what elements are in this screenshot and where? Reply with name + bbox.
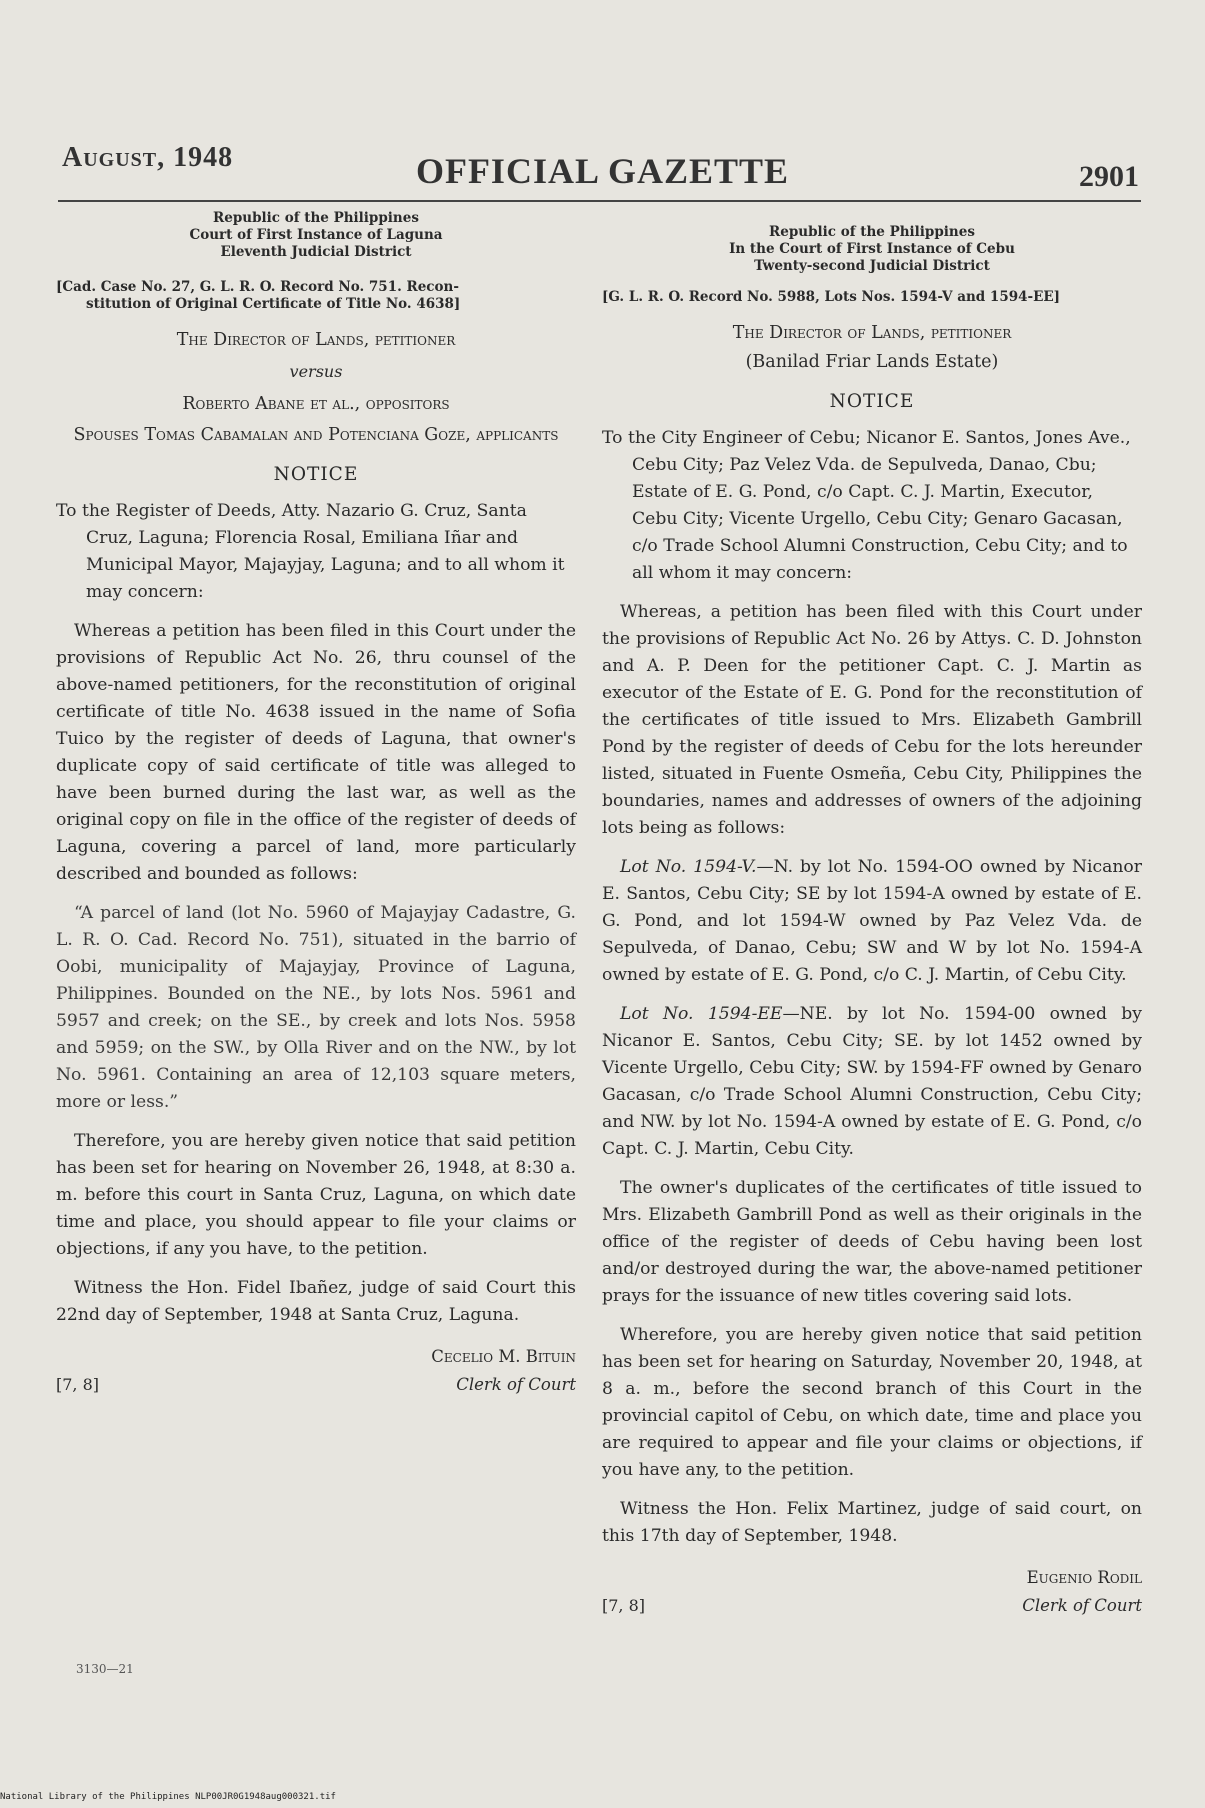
- hearing-paragraph: Therefore, you are hereby given notice that said petition has been set for hearing on November 26, 1948, at 8:30 a. m. before this court in Santa Cruz, Laguna, on which date time and place, you should appear to file your claims or objections, if any you have, to the petition.: [56, 1131, 576, 1259]
- lot-1594-v: Lot No. 1594-V.—N. by lot No. 1594-OO owned by Nicanor E. Santos, Cebu City; SE by lot 1594-A owned by estate of E. G. Pond, and lot 1594-W owned by Paz Velez Vda. de Sepulveda, of Danao, Cebu; SW and W by lot No. 1594-A owned by estate of E. G. Pond, c/o C. J. Martin, of Cebu City.: [602, 857, 1142, 985]
- hearing-paragraph: Wherefore, you are hereby given notice that said petition has been set for hearing on Saturday, November 20, 1948, at 8 a. m., before the second branch of this Court in the provincial capitol of Cebu, on which date, time and place you are required to appear and file your claims or objections, if you have any, to the petition.: [602, 1325, 1142, 1480]
- addressees: To the City Engineer of Cebu; Nicanor E. Santos, Jones Ave., Cebu City; Paz Velez Vda. de Sepulveda, Danao, Cbu; Estate of E. G. Pond, c/o Capt. C. J. Martin, Executor, Cebu City; Vicente Urgello, Cebu City; Genaro Gacasan, c/o Trade School Alumni Construction, Cebu City; and to all whom it may concern:: [602, 428, 1131, 583]
- notice-heading: NOTICE: [829, 391, 915, 412]
- signatory-name: Cecelio M. Bituin: [431, 1347, 576, 1366]
- addressees: To the Register of Deeds, Atty. Nazario G. Cruz, Santa Cruz, Laguna; Florencia Rosal, Emiliana Iñar and Municipal Mayor, Majayjay, Laguna; and to all whom it may concern:: [56, 501, 565, 602]
- witness-paragraph: Witness the Hon. Fidel Ibañez, judge of said Court this 22nd day of September, 1948 at Santa Cruz, Laguna.: [56, 1278, 576, 1325]
- court-caption: Republic of the Philippines In the Court of First Instance of Cebu Twenty-second Judicial District: [729, 224, 1015, 274]
- signatory-title: Clerk of Court: [456, 1375, 576, 1394]
- header-rule: [58, 200, 1141, 202]
- scan-footer: National Library of the Philippines NLP00JR0G1948aug000321.tif: [0, 1792, 336, 1802]
- right-notice: [602, 210, 1142, 1620]
- whereas-paragraph: Whereas a petition has been filed in this Court under the provisions of Republic Act No. 26, thru counsel of the above-named petitioners, for the reconstitution of original certificate of title No. 4638 issued in the name of Sofia Tuico by the register of deeds of Laguna, that owner's duplicate copy of said certificate of title was alleged to have been burned during the last war, as well as the original copy on file in the office of the register of deeds of Laguna, covering a parcel of land, more particularly described and bounded as follows:: [56, 621, 576, 884]
- page-number: 2901: [1079, 160, 1139, 193]
- oppositors: Roberto Abane et al., oppositors: [182, 394, 450, 414]
- applicants: Spouses Tomas Cabamalan and Potenciana Goze, applicants: [73, 425, 559, 445]
- versus: versus: [289, 362, 343, 381]
- case-reference: [Cad. Case No. 27, G. L. R. O. Record No. 751. Recon- stitution of Original Certificate of Title No. 4638]: [56, 279, 461, 312]
- issue-code: [7, 8]: [602, 1596, 646, 1615]
- lost-titles-paragraph: The owner's duplicates of the certificates of title issued to Mrs. Elizabeth Gambrill Pond as well as their originals in the office of the register of deeds of Cebu having been lost and/or destroyed during the war, the above-named petitioner prays for the issuance of new titles covering said lots.: [602, 1178, 1142, 1306]
- witness-paragraph: Witness the Hon. Felix Martinez, judge of said court, on this 17th day of September, 1948.: [602, 1499, 1142, 1546]
- issue-date: August, 1948: [62, 142, 234, 173]
- estate-name: (Banilad Friar Lands Estate): [745, 352, 999, 372]
- signatory-name: Eugenio Rodil: [1026, 1568, 1142, 1587]
- publication-title: OFFICIAL GAZETTE: [415, 151, 790, 191]
- signatory-title: Clerk of Court: [1022, 1596, 1142, 1615]
- court-caption: Republic of the Philippines Court of First Instance of Laguna Eleventh Judicial District: [189, 210, 443, 260]
- print-code: 3130—21: [76, 1662, 134, 1676]
- signature-block: [56, 1343, 576, 1399]
- petitioner: The Director of Lands, petitioner: [732, 323, 1012, 343]
- case-reference: [G. L. R. O. Record No. 5988, Lots Nos. 1594-V and 1594-EE]: [602, 289, 1061, 305]
- notice-heading: NOTICE: [273, 464, 359, 485]
- whereas-paragraph: Whereas, a petition has been filed with this Court under the provisions of Republic Act No. 26 by Attys. C. D. Johnston and A. P. Deen for the petitioner Capt. C. J. Martin as executor of the Estate of E. G. Pond for the reconstitution of the certificates of title issued to Mrs. Elizabeth Gambrill Pond by the register of deeds of Cebu for the lots hereunder listed, situated in Fuente Osmeña, Cebu City, Philippines the boundaries, names and addresses of owners of the adjoining lots being as follows:: [602, 602, 1142, 838]
- left-notice: [56, 210, 576, 1399]
- lot-1594-ee: Lot No. 1594-EE—NE. by lot No. 1594-00 owned by Nicanor E. Santos, Cebu City; SE. by lot 1452 owned by Vicente Urgello, Cebu City; SW. by 1594-FF owned by Genaro Gacasan, c/o Trade School Alumni Construction, Cebu City; and NW. by lot No. 1594-A owned by estate of E. G. Pond, c/o Capt. C. J. Martin, Cebu City.: [602, 1004, 1142, 1159]
- issue-code: [7, 8]: [56, 1375, 100, 1394]
- petitioner: The Director of Lands, petitioner: [176, 330, 456, 350]
- land-description: “A parcel of land (lot No. 5960 of Majayjay Cadastre, G. L. R. O. Cad. Record No. 751), situated in the barrio of Oobi, municipality of Majayjay, Province of Laguna, Philippines. Bounded on the NE., by lots Nos. 5961 and 5957 and creek; on the SE., by creek and lots Nos. 5958 and 5959; on the SW., by Olla River and on the NW., by lot No. 5961. Containing an area of 12,103 square meters, more or less.”: [56, 903, 576, 1112]
- signature-block: [602, 1564, 1142, 1620]
